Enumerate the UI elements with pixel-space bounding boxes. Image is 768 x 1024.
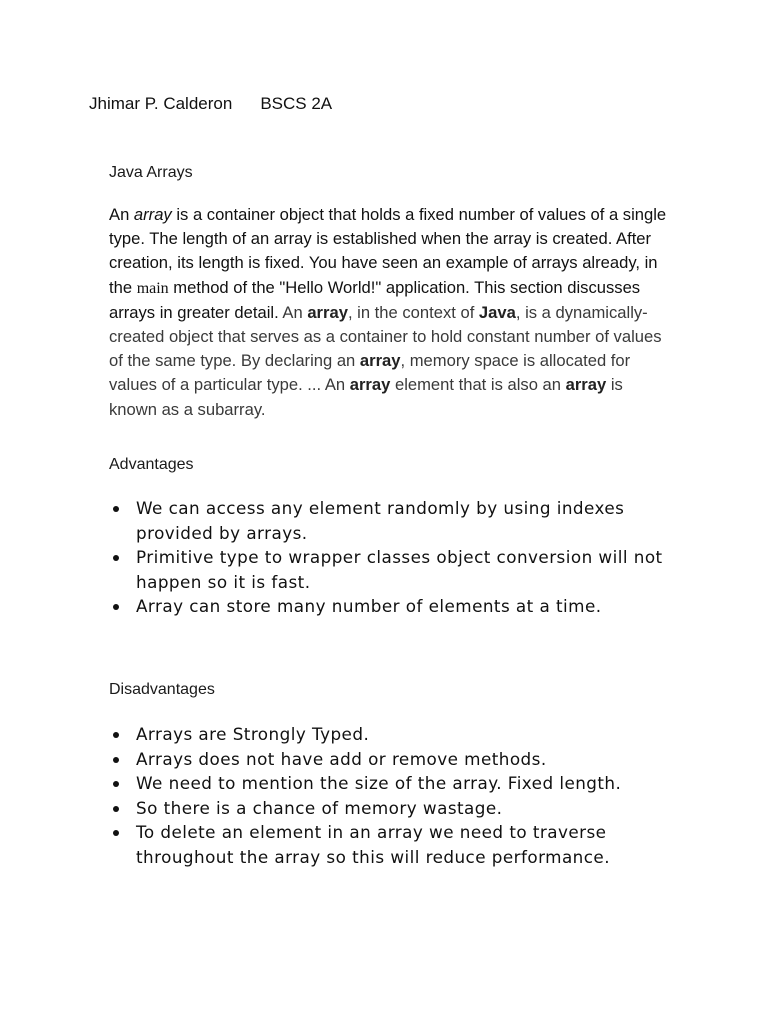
para-text: An: [109, 205, 134, 224]
bullet-icon: [113, 604, 119, 610]
list-item-text: Array can store many number of elements at a time.: [136, 596, 602, 617]
para-bold-array: array: [307, 302, 348, 322]
para-bold-array: array: [565, 375, 607, 395]
advantages-list: [109, 496, 689, 619]
bullet-icon: [113, 806, 119, 812]
list-item: [109, 820, 689, 869]
list-item-text: Arrays does not have add or remove methods.: [136, 748, 547, 769]
list-item-text: Primitive type to wrapper classes object conversion will not happen so it is fast.: [136, 547, 663, 592]
list-item-text: So there is a chance of memory wastage.: [136, 797, 503, 818]
class-section: BSCS 2A: [260, 94, 333, 113]
list-item: [109, 594, 689, 619]
list-item: [109, 496, 689, 545]
intro-paragraph: [109, 203, 669, 422]
document-heading: Java Arrays: [109, 164, 193, 181]
list-item: [109, 771, 689, 796]
para-bold-array: array: [359, 351, 401, 371]
advantages-heading: Advantages: [109, 456, 194, 473]
para-text: element that is also an: [390, 375, 566, 395]
bullet-icon: [113, 757, 119, 763]
list-item: [109, 747, 689, 772]
para-text: is a container object that holds a fixed number of values of a single type. The length of an array is established when the array is created. After creation, its length is fixed. You have seen an example of arrays already, in the: [109, 205, 667, 297]
para-text: , in the context of: [347, 302, 479, 322]
list-item: [109, 722, 689, 747]
bullet-icon: [113, 506, 119, 512]
para-text: An: [282, 302, 308, 322]
bullet-icon: [113, 781, 119, 787]
list-item-text: Arrays are Strongly Typed.: [136, 724, 370, 744]
para-italic-array: array: [133, 205, 172, 224]
para-text: method of the "Hello World!" application. This section discusses arrays in greater detail.: [109, 277, 641, 322]
list-item: [109, 545, 689, 594]
para-bold-array: array: [349, 375, 391, 395]
disadvantages-list: [109, 722, 689, 870]
disadvantages-heading: Disadvantages: [109, 681, 215, 698]
para-text: is known as a subarray.: [109, 375, 623, 419]
list-item-text: We need to mention the size of the array. Fixed length.: [136, 773, 622, 794]
para-text: , is a dynamically-created object that serves as a container to hold constant number of values of the same type. By declaring an: [109, 302, 662, 371]
list-item-text: To delete an element in an array we need to traverse throughout the array so this will reduce performance.: [136, 822, 610, 867]
para-code-main: main: [136, 279, 169, 297]
author-name: Jhimar P. Calderon: [89, 94, 233, 113]
para-bold-java: Java: [478, 302, 516, 322]
bullet-icon: [113, 732, 119, 738]
para-text: , memory space is allocated for values of a particular type. ... An: [109, 351, 631, 395]
list-item-text: We can access any element randomly by using indexes provided by arrays.: [136, 498, 625, 543]
list-item: [109, 796, 689, 821]
author-header: [89, 94, 332, 114]
bullet-icon: [113, 555, 119, 561]
bullet-icon: [113, 830, 119, 836]
